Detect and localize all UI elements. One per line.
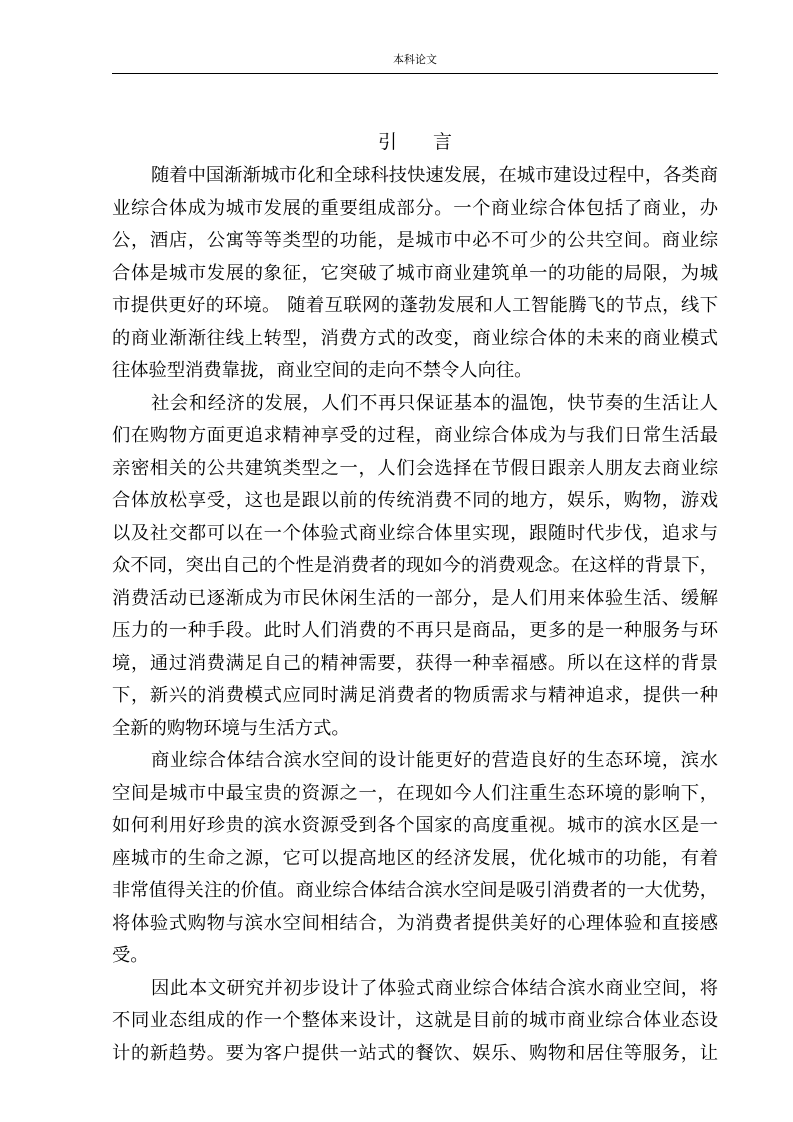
paragraph-line: 亲密相关的公共建筑类型之一，人们会选择在节假日跟亲人朋友去商业综 xyxy=(112,457,718,479)
section-title: 引言 xyxy=(377,131,488,153)
paragraph-line: 境，通过消费满足自己的精神需要，获得一种幸福感。所以在这样的背景 xyxy=(112,652,718,674)
paragraph-line: 公，酒店，公寓等等类型的功能，是城市中必不可少的公共空间。商业综 xyxy=(112,230,718,251)
paragraph-line: 随着中国渐渐城市化和全球科技快速发展，在城市建设过程中，各类商 xyxy=(151,165,718,186)
paragraph-line: 因此本文研究并初步设计了体验式商业综合体结合滨水商业空间，将 xyxy=(151,977,718,999)
paragraph-line: 将体验式购物与滨水空间相结合，为消费者提供美好的心理体验和直接感 xyxy=(112,912,718,934)
body-text xyxy=(112,160,718,1070)
paragraph-line: 社会和经济的发展，人们不再只保证基本的温饱，快节奏的生活让人 xyxy=(151,392,718,414)
header-rule xyxy=(112,73,718,74)
paragraph-line: 空间是城市中最宝贵的资源之一，在现如今人们注重生态环境的影响下， xyxy=(112,782,718,804)
paragraph-line: 下，新兴的消费模式应同时满足消费者的物质需求与精神追求，提供一种 xyxy=(112,685,718,706)
paragraph-line: 全新的购物环境与生活方式。 xyxy=(112,717,350,739)
paragraph-line: 座城市的生命之源，它可以提高地区的经济发展，优化城市的功能，有着 xyxy=(112,847,718,869)
paragraph xyxy=(112,973,718,1071)
paragraph-line: 的商业渐渐往线上转型，消费方式的改变，商业综合体的未来的商业模式 xyxy=(112,327,718,349)
paragraph-line: 不同业态组成的作一个整体来设计，这就是目前的城市商业综合体业态设 xyxy=(112,1010,718,1031)
paragraph-line: 众不同，突出自己的个性是消费者的现如今的消费观念。在这样的背景下， xyxy=(112,555,718,576)
paragraph xyxy=(112,745,718,973)
paragraph-line: 以及社交都可以在一个体验式商业综合体里实现，跟随时代步伐，追求与 xyxy=(112,522,718,544)
paragraph-line: 合体放松享受，这也是跟以前的传统消费不同的地方，娱乐，购物，游戏 xyxy=(112,490,718,511)
paragraph-line: 往体验型消费靠拢，商业空间的走向不禁令人向往。 xyxy=(112,360,533,381)
paragraph-line: 们在购物方面更追求精神享受的过程，商业综合体成为与我们日常生活最 xyxy=(112,425,718,446)
paragraph xyxy=(112,388,718,746)
paragraph-line: 如何利用好珍贵的滨水资源受到各个国家的高度重视。城市的滨水区是一 xyxy=(112,815,718,836)
paragraph-line: 市提供更好的环境。 随着互联网的蓬勃发展和人工智能腾飞的节点，线下 xyxy=(112,295,718,316)
paragraph-line: 消费活动已逐渐成为市民休闲生活的一部分，是人们用来体验生活、缓解 xyxy=(112,587,718,609)
paragraph xyxy=(112,160,718,388)
paragraph-line: 合体是城市发展的象征，它突破了城市商业建筑单一的功能的局限，为城 xyxy=(112,262,718,284)
paragraph-line: 非常值得关注的价值。商业综合体结合滨水空间是吸引消费者的一大优势， xyxy=(112,880,718,901)
running-header: 本科论文 xyxy=(393,53,437,66)
paragraph-line: 商业综合体结合滨水空间的设计能更好的营造良好的生态环境，滨水 xyxy=(151,750,718,771)
paragraph-line: 计的新趋势。要为客户提供一站式的餐饮、娱乐、购物和居住等服务，让 xyxy=(112,1042,718,1064)
paragraph-line: 受。 xyxy=(112,945,149,966)
paragraph-line: 压力的一种手段。此时人们消费的不再只是商品，更多的是一种服务与环 xyxy=(112,620,718,641)
paragraph-line: 业综合体成为城市发展的重要组成部分。一个商业综合体包括了商业，办 xyxy=(112,197,718,219)
